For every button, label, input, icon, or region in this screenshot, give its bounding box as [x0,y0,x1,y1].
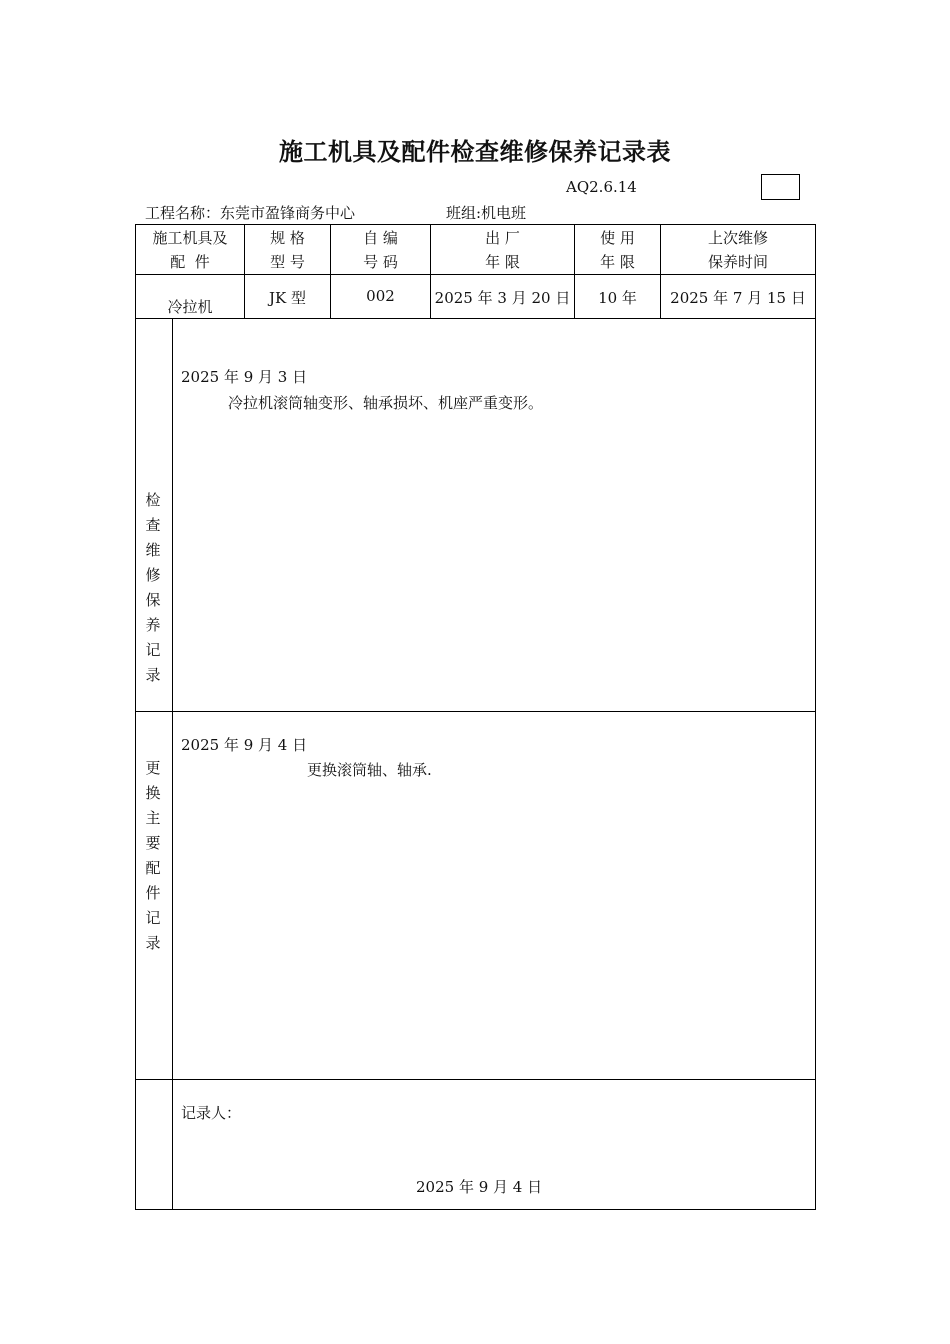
header-equipment-line2: 配 件 [170,252,210,271]
code-box [761,174,800,200]
header-service-line2: 年 限 [600,252,635,271]
header-service-line1: 使 用 [600,228,635,247]
header-equipment-line1: 施工机具及 [152,228,228,247]
document-title: 施工机具及配件检查维修保养记录表 [279,138,671,166]
header-serial-line2: 号 码 [363,252,398,271]
header-spec [245,225,330,274]
row-divider [135,711,816,712]
header-service [575,225,660,274]
header-manufacture-line1: 出 厂 [485,228,520,247]
project-name: 工程名称：东莞市盈锋商务中心 [145,204,356,222]
header-last-maint-line2: 保养时间 [707,252,768,271]
replacement-label: 更换主要配件记录 [145,759,161,952]
header-serial-line1: 自 编 [363,228,398,247]
recorder-label: 记录人： [181,1104,242,1122]
table-border-left [135,224,136,1210]
header-manufacture [431,225,574,274]
header-equipment [136,225,244,274]
inspection-date: 2025 年 9 月 3 日 [181,368,308,386]
row-manufacture: 2025 年 3 月 20 日 [434,289,571,307]
row-service: 10 年 [598,289,637,307]
header-spec-line2: 型 号 [270,252,305,271]
header-manufacture-line2: 年 限 [485,252,520,271]
inspection-content: 冷拉机滚筒轴变形、轴承损坏、机座严重变形。 [228,394,544,412]
header-serial [331,225,430,274]
row-serial: 002 [366,287,395,305]
row-divider [135,274,816,275]
form-code: AQ2.6.14 [566,178,637,196]
recorder-date: 2025 年 9 月 4 日 [416,1178,543,1196]
header-spec-line1: 规 格 [270,228,305,247]
label-col-divider [172,318,173,1210]
team-name: 班组:机电班 [446,204,527,222]
replacement-content: 更换滚筒轴、轴承. [307,761,432,779]
row-divider [135,1079,816,1080]
row-last-maintenance: 2025 年 7 月 15 日 [670,289,806,307]
header-last-maint-line1: 上次维修 [707,228,768,247]
row-spec: JK 型 [269,289,306,307]
header-last-maintenance [661,225,815,274]
replacement-date: 2025 年 9 月 4 日 [181,736,308,754]
row-divider [135,318,816,319]
inspection-label: 检查维修保养记录 [145,491,161,684]
row-equipment: 冷拉机 [167,298,213,316]
table-border-right [815,224,816,1210]
table-border-bottom [135,1209,816,1210]
